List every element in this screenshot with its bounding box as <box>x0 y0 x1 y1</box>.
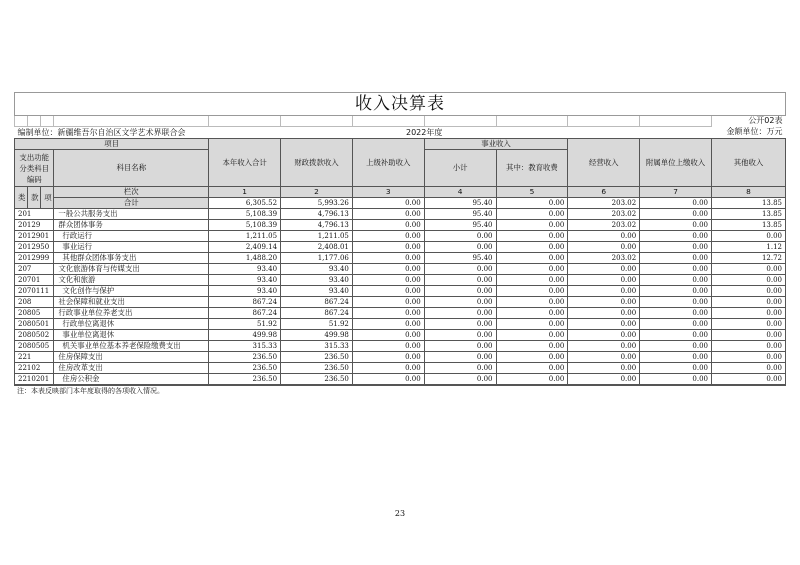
header-affiliated: 附属单位上缴收入 <box>640 139 712 187</box>
total-label: 合计 <box>54 198 209 209</box>
row-subject-name: 事业运行 <box>54 242 209 253</box>
row-code: 2012999 <box>15 253 54 264</box>
table-row <box>15 374 786 385</box>
row-code: 20701 <box>15 275 54 286</box>
row-code: 207 <box>15 264 54 275</box>
row-code: 221 <box>15 352 54 363</box>
row-value: 0.00 <box>640 330 712 341</box>
row-value: 5,108.39 <box>209 209 281 220</box>
row-value: 0.00 <box>568 330 640 341</box>
header-fiscal: 财政拨款收入 <box>281 139 353 187</box>
row-code: 2080505 <box>15 341 54 352</box>
row-subject-name: 行政事业单位养老支出 <box>54 308 209 319</box>
col-number: 2 <box>281 187 353 198</box>
total-cell: 0.00 <box>496 198 568 209</box>
row-value: 0.00 <box>424 264 496 275</box>
row-value: 0.00 <box>352 341 424 352</box>
row-value: 0.00 <box>352 220 424 231</box>
row-value: 0.00 <box>712 363 786 374</box>
row-value: 0.00 <box>568 363 640 374</box>
row-value: 0.00 <box>640 264 712 275</box>
row-value: 0.00 <box>640 297 712 308</box>
row-value: 0.00 <box>352 286 424 297</box>
col-number: 8 <box>712 187 786 198</box>
row-value: 13.85 <box>712 220 786 231</box>
row-value: 0.00 <box>352 275 424 286</box>
row-value: 0.00 <box>496 286 568 297</box>
row-value: 95.40 <box>424 220 496 231</box>
row-value: 0.00 <box>424 330 496 341</box>
row-value: 0.00 <box>640 308 712 319</box>
total-cell: 0.00 <box>352 198 424 209</box>
form-number: 公开02表 <box>748 116 783 126</box>
table-note: 注：本表反映部门本年度取得的各项收入情况。 <box>14 386 786 397</box>
row-value: 0.00 <box>424 352 496 363</box>
row-value: 0.00 <box>712 319 786 330</box>
row-subject-name: 住房保障支出 <box>54 352 209 363</box>
row-value: 0.00 <box>640 286 712 297</box>
table-row <box>15 286 786 297</box>
row-value: 93.40 <box>209 275 281 286</box>
row-value: 0.00 <box>640 341 712 352</box>
row-value: 236.50 <box>209 374 281 385</box>
row-value: 867.24 <box>281 297 353 308</box>
row-value: 0.00 <box>496 352 568 363</box>
row-value: 499.98 <box>209 330 281 341</box>
row-value: 0.00 <box>712 286 786 297</box>
currency-unit: 金额单位：万元 <box>712 127 786 139</box>
row-value: 4,796.13 <box>281 220 353 231</box>
row-value: 0.00 <box>352 363 424 374</box>
row-subject-name: 机关事业单位基本养老保险缴费支出 <box>54 341 209 352</box>
row-value: 0.00 <box>352 209 424 220</box>
header-other: 其他收入 <box>712 139 786 187</box>
row-value: 0.00 <box>712 264 786 275</box>
header-subtotal: 小计 <box>424 150 496 187</box>
table-row <box>15 253 786 264</box>
row-value: 0.00 <box>424 374 496 385</box>
row-value: 0.00 <box>496 363 568 374</box>
header-func-code: 支出功能分类科目编码 <box>15 150 54 187</box>
row-value: 0.00 <box>424 242 496 253</box>
row-code: 2012901 <box>15 231 54 242</box>
row-value: 0.00 <box>568 231 640 242</box>
row-value: 93.40 <box>209 264 281 275</box>
row-value: 0.00 <box>352 264 424 275</box>
row-value: 0.00 <box>568 374 640 385</box>
row-value: 236.50 <box>281 374 353 385</box>
table-row <box>15 319 786 330</box>
table-row <box>15 220 786 231</box>
row-value: 0.00 <box>496 242 568 253</box>
row-value: 0.00 <box>640 352 712 363</box>
row-value: 0.00 <box>568 341 640 352</box>
row-value: 1.12 <box>712 242 786 253</box>
row-subject-name: 事业单位离退休 <box>54 330 209 341</box>
row-value: 0.00 <box>496 264 568 275</box>
row-value: 0.00 <box>496 209 568 220</box>
table-row <box>15 297 786 308</box>
row-value: 0.00 <box>496 308 568 319</box>
header-total-income: 本年收入合计 <box>209 139 281 187</box>
row-value: 51.92 <box>209 319 281 330</box>
row-value: 93.40 <box>281 264 353 275</box>
row-value: 867.24 <box>281 308 353 319</box>
row-value: 5,108.39 <box>209 220 281 231</box>
row-value: 0.00 <box>568 286 640 297</box>
row-value: 0.00 <box>352 352 424 363</box>
row-value: 0.00 <box>424 363 496 374</box>
row-value: 0.00 <box>640 231 712 242</box>
row-value: 0.00 <box>496 319 568 330</box>
row-code: 201 <box>15 209 54 220</box>
row-value: 0.00 <box>352 231 424 242</box>
row-value: 0.00 <box>496 330 568 341</box>
row-subject-name: 文化和旅游 <box>54 275 209 286</box>
table-row <box>15 275 786 286</box>
compiling-unit: 编制单位：新疆维吾尔自治区文学艺术界联合会 <box>15 127 353 139</box>
header-business-income: 事业收入 <box>424 139 568 150</box>
table-row <box>15 264 786 275</box>
header-item: 项目 <box>15 139 209 150</box>
row-value: 0.00 <box>712 330 786 341</box>
table-row <box>15 352 786 363</box>
header-kuan: 款 <box>28 187 41 209</box>
row-value: 0.00 <box>496 374 568 385</box>
row-value: 0.00 <box>496 253 568 264</box>
row-value: 2,409.14 <box>209 242 281 253</box>
row-subject-name: 行政运行 <box>54 231 209 242</box>
row-code: 208 <box>15 297 54 308</box>
row-value: 0.00 <box>640 363 712 374</box>
row-code: 2012950 <box>15 242 54 253</box>
row-value: 1,211.05 <box>281 231 353 242</box>
row-value: 95.40 <box>424 253 496 264</box>
row-value: 0.00 <box>424 275 496 286</box>
row-value: 203.02 <box>568 253 640 264</box>
row-value: 0.00 <box>568 242 640 253</box>
total-cell: 5,993.26 <box>281 198 353 209</box>
row-value: 0.00 <box>712 341 786 352</box>
header-subject-name: 科目名称 <box>54 150 209 187</box>
row-value: 0.00 <box>712 308 786 319</box>
row-value: 0.00 <box>352 242 424 253</box>
table-row <box>15 363 786 374</box>
row-code: 22102 <box>15 363 54 374</box>
table-row <box>15 330 786 341</box>
col-number: 7 <box>640 187 712 198</box>
row-value: 0.00 <box>568 264 640 275</box>
row-value: 0.00 <box>352 374 424 385</box>
row-value: 236.50 <box>281 363 353 374</box>
row-value: 2,408.01 <box>281 242 353 253</box>
row-value: 95.40 <box>424 209 496 220</box>
row-value: 1,488.20 <box>209 253 281 264</box>
row-value: 1,177.06 <box>281 253 353 264</box>
total-row <box>15 198 786 209</box>
header-lei: 类 <box>15 187 28 209</box>
row-value: 0.00 <box>496 341 568 352</box>
header-edu-fee: 其中：教育收费 <box>496 150 568 187</box>
row-value: 0.00 <box>424 286 496 297</box>
row-subject-name: 文化创作与保护 <box>54 286 209 297</box>
row-value: 0.00 <box>424 319 496 330</box>
row-value: 13.85 <box>712 209 786 220</box>
row-value: 236.50 <box>209 363 281 374</box>
row-value: 0.00 <box>352 297 424 308</box>
row-value: 315.33 <box>209 341 281 352</box>
row-value: 0.00 <box>712 275 786 286</box>
row-value: 1,211.05 <box>209 231 281 242</box>
total-cell: 6,305.52 <box>209 198 281 209</box>
row-value: 0.00 <box>640 275 712 286</box>
row-value: 499.98 <box>281 330 353 341</box>
col-number: 4 <box>424 187 496 198</box>
row-value: 12.72 <box>712 253 786 264</box>
row-value: 4,796.13 <box>281 209 353 220</box>
row-subject-name: 文化旅游体育与传媒支出 <box>54 264 209 275</box>
income-table-footer <box>14 385 786 396</box>
row-value: 0.00 <box>640 242 712 253</box>
row-value: 0.00 <box>352 330 424 341</box>
row-value: 0.00 <box>352 253 424 264</box>
row-value: 0.00 <box>496 231 568 242</box>
row-value: 0.00 <box>640 220 712 231</box>
row-subject-name: 住房改革支出 <box>54 363 209 374</box>
page-number: 23 <box>394 509 406 518</box>
row-value: 0.00 <box>424 308 496 319</box>
row-value: 0.00 <box>712 374 786 385</box>
row-value: 0.00 <box>640 374 712 385</box>
row-value: 51.92 <box>281 319 353 330</box>
table-row <box>15 231 786 242</box>
row-value: 93.40 <box>281 275 353 286</box>
table-title: 收入决算表 <box>15 93 786 116</box>
row-value: 0.00 <box>568 319 640 330</box>
row-value: 0.00 <box>496 220 568 231</box>
row-code: 2070111 <box>15 286 54 297</box>
row-value: 236.50 <box>209 352 281 363</box>
row-subject-name: 社会保障和就业支出 <box>54 297 209 308</box>
row-code: 20129 <box>15 220 54 231</box>
row-value: 0.00 <box>640 253 712 264</box>
row-value: 0.00 <box>424 341 496 352</box>
header-operating: 经营收入 <box>568 139 640 187</box>
table-row <box>15 341 786 352</box>
row-value: 93.40 <box>281 286 353 297</box>
row-value: 203.02 <box>568 209 640 220</box>
income-statement-sheet <box>14 92 786 396</box>
row-value: 0.00 <box>712 352 786 363</box>
row-value: 867.24 <box>209 308 281 319</box>
row-code: 20805 <box>15 308 54 319</box>
header-xiang: 项 <box>41 187 54 209</box>
row-value: 0.00 <box>568 352 640 363</box>
row-value: 0.00 <box>424 231 496 242</box>
col-number: 1 <box>209 187 281 198</box>
row-value: 867.24 <box>209 297 281 308</box>
total-cell: 203.02 <box>568 198 640 209</box>
row-value: 0.00 <box>568 275 640 286</box>
row-value: 0.00 <box>568 308 640 319</box>
row-value: 0.00 <box>424 297 496 308</box>
row-value: 236.50 <box>281 352 353 363</box>
row-code: 2210201 <box>15 374 54 385</box>
row-value: 0.00 <box>640 209 712 220</box>
row-subject-name: 行政单位离退休 <box>54 319 209 330</box>
row-code: 2080501 <box>15 319 54 330</box>
row-value: 0.00 <box>640 319 712 330</box>
table-row <box>15 209 786 220</box>
income-table <box>14 92 786 385</box>
row-value: 0.00 <box>496 297 568 308</box>
row-value: 0.00 <box>352 319 424 330</box>
row-value: 315.33 <box>281 341 353 352</box>
total-cell: 95.40 <box>424 198 496 209</box>
row-subject-name: 一般公共服务支出 <box>54 209 209 220</box>
row-value: 0.00 <box>568 297 640 308</box>
col-number: 3 <box>352 187 424 198</box>
fiscal-year: 2022年度 <box>352 127 496 139</box>
row-subject-name: 其他群众团体事务支出 <box>54 253 209 264</box>
row-code: 2080502 <box>15 330 54 341</box>
row-value: 93.40 <box>209 286 281 297</box>
row-value: 0.00 <box>496 275 568 286</box>
header-superior: 上级补助收入 <box>352 139 424 187</box>
col-number: 5 <box>496 187 568 198</box>
total-cell: 0.00 <box>640 198 712 209</box>
header-column-no: 栏次 <box>54 187 209 198</box>
row-value: 0.00 <box>712 231 786 242</box>
row-subject-name: 群众团体事务 <box>54 220 209 231</box>
row-value: 0.00 <box>712 297 786 308</box>
col-number: 6 <box>568 187 640 198</box>
row-subject-name: 住房公积金 <box>54 374 209 385</box>
total-cell: 13.85 <box>712 198 786 209</box>
table-row <box>15 308 786 319</box>
table-row <box>15 242 786 253</box>
row-value: 203.02 <box>568 220 640 231</box>
row-value: 0.00 <box>352 308 424 319</box>
